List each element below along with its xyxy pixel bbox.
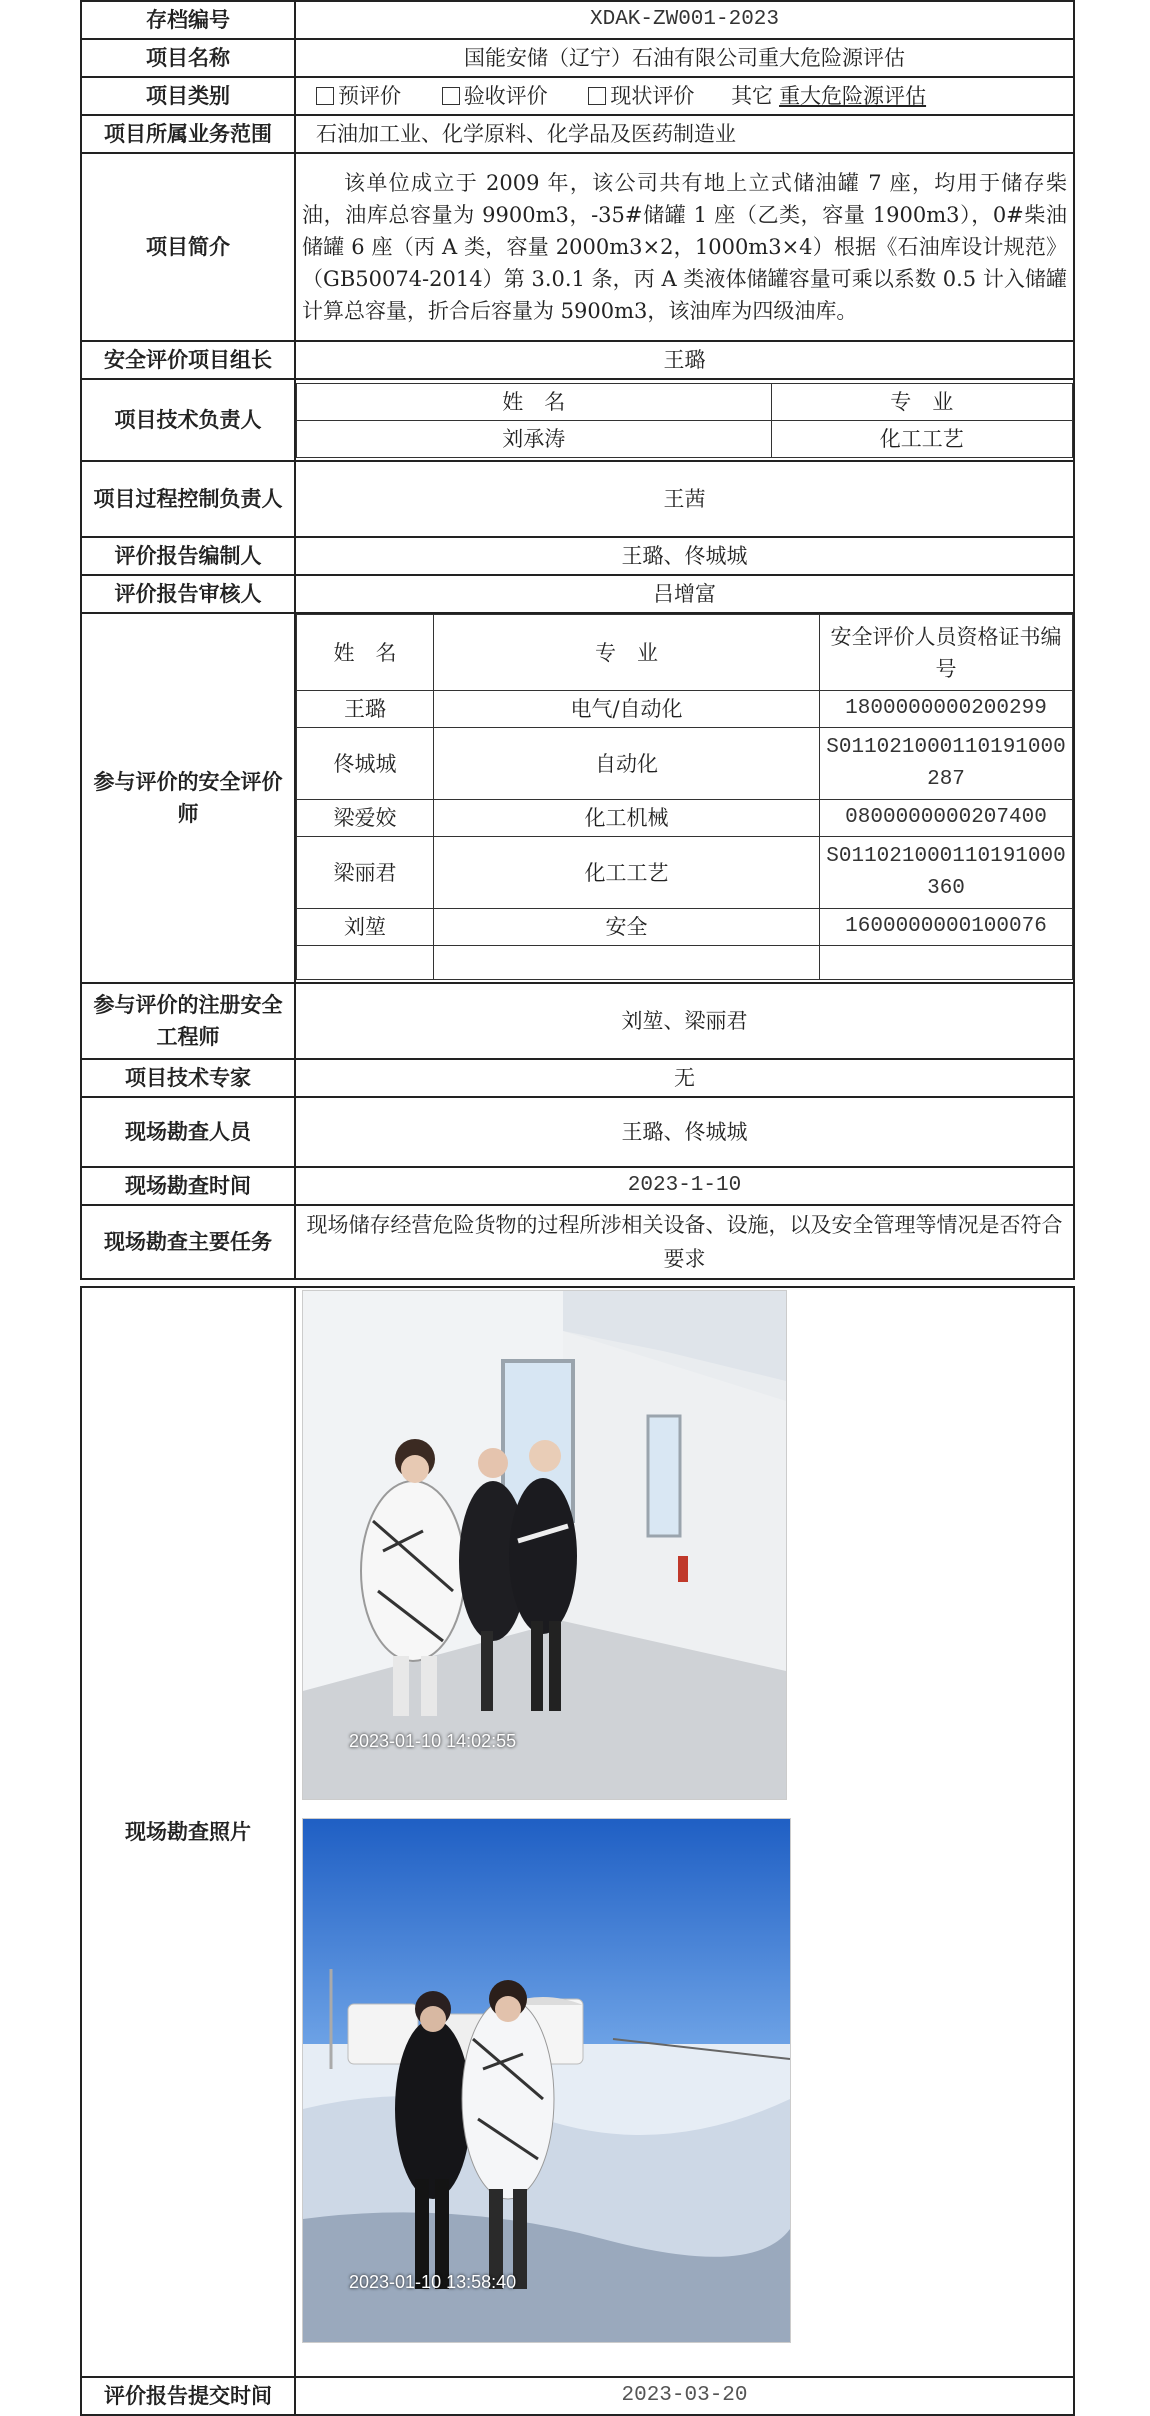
tech-lead-label: 项目技术负责人 bbox=[81, 379, 295, 461]
category-option-pre bbox=[316, 84, 401, 108]
evaluators-table bbox=[296, 614, 1073, 980]
site-photo-outdoor bbox=[302, 1818, 791, 2343]
category-option-label: 预评价 bbox=[338, 84, 401, 108]
table-row bbox=[297, 946, 1073, 980]
archive-no-value: XDAK-ZW001-2023 bbox=[295, 1, 1074, 39]
tech-lead-major-header: 专 业 bbox=[771, 383, 1072, 420]
project-name-label: 项目名称 bbox=[81, 39, 295, 77]
evaluator-cert bbox=[820, 946, 1073, 980]
tech-lead-name: 刘承涛 bbox=[297, 420, 772, 457]
site-date-label: 现场勘查时间 bbox=[81, 1167, 295, 1205]
tech-lead-major: 化工工艺 bbox=[771, 420, 1072, 457]
business-scope-label: 项目所属业务范围 bbox=[81, 115, 295, 153]
project-name-value: 国能安储（辽宁）石油有限公司重大危险源评估 bbox=[295, 39, 1074, 77]
process-control-value: 王茜 bbox=[295, 461, 1074, 537]
evaluator-cert: 1600000000100076 bbox=[820, 909, 1073, 946]
table-row bbox=[297, 837, 1073, 909]
brief-value: 该单位成立于 2009 年，该公司共有地上立式储油罐 7 座，均用于储存柴油，油库总容量为 9900m3，-35#储罐 1 座（乙类，容量 1900m3），0#柴油储罐 6 座（丙 A 类，容量 2000m3×2，1000m3×4）根据《石油库设计规范》（GB50074-2014）第 3.0.1 条，丙 A 类液体储罐容量可乘以系数 0.5 计入储罐计算总容量，折合后容量为 5900m3，该油库为四级油库。 bbox=[295, 153, 1074, 341]
evaluator-name: 王璐 bbox=[297, 691, 434, 728]
report-author-label: 评价报告编制人 bbox=[81, 537, 295, 575]
outdoor-photo-image bbox=[303, 1819, 790, 2342]
team-leader-label: 安全评价项目组长 bbox=[81, 341, 295, 379]
tech-lead-cell bbox=[295, 379, 1074, 461]
site-photo-indoor bbox=[302, 1290, 787, 1800]
record-table-bottom bbox=[80, 1286, 1075, 2416]
evaluator-name: 梁爱姣 bbox=[297, 800, 434, 837]
site-photos-cell bbox=[295, 1287, 1074, 2377]
evaluators-cell bbox=[295, 613, 1074, 983]
report-reviewer-label: 评价报告审核人 bbox=[81, 575, 295, 613]
evaluator-major: 化工机械 bbox=[434, 800, 820, 837]
evaluator-name: 刘堃 bbox=[297, 909, 434, 946]
evaluator-cert: S011021000110191000360 bbox=[820, 837, 1073, 909]
evaluator-name: 佟城城 bbox=[297, 728, 434, 800]
site-task-label: 现场勘查主要任务 bbox=[81, 1205, 295, 1279]
site-staff-label: 现场勘查人员 bbox=[81, 1097, 295, 1167]
category-option-label: 现状评价 bbox=[610, 84, 695, 108]
table-row bbox=[297, 728, 1073, 800]
photo-timestamp: 2023-01-10 13:58:40 bbox=[349, 2272, 517, 2292]
site-staff-value: 王璐、佟城城 bbox=[295, 1097, 1074, 1167]
category-option-label: 验收评价 bbox=[463, 84, 548, 108]
tech-lead-name-header: 姓 名 bbox=[297, 383, 772, 420]
table-row bbox=[297, 909, 1073, 946]
photo-timestamp: 2023-01-10 14:02:55 bbox=[349, 1731, 517, 1751]
table-row bbox=[297, 800, 1073, 837]
evaluator-cert: 1800000000200299 bbox=[820, 691, 1073, 728]
submit-time-value: 2023-03-20 bbox=[295, 2377, 1074, 2415]
evaluators-header-major: 专 业 bbox=[434, 615, 820, 691]
brief-label: 项目简介 bbox=[81, 153, 295, 341]
site-task-value: 现场储存经营危险货物的过程所涉相关设备、设施，以及安全管理等情况是否符合要求 bbox=[295, 1205, 1074, 1279]
tech-expert-value: 无 bbox=[295, 1059, 1074, 1097]
evaluation-record-page bbox=[80, 0, 1075, 2416]
evaluators-label: 参与评价的安全评价师 bbox=[81, 613, 295, 983]
site-date-value: 2023-1-10 bbox=[295, 1167, 1074, 1205]
category-other-value: 重大危险源评估 bbox=[779, 84, 927, 108]
team-leader-value: 王璐 bbox=[295, 341, 1074, 379]
evaluator-major: 电气/自动化 bbox=[434, 691, 820, 728]
table-row bbox=[297, 691, 1073, 728]
report-reviewer-value: 吕增富 bbox=[295, 575, 1074, 613]
tech-lead-table bbox=[296, 383, 1073, 458]
evaluator-major: 化工工艺 bbox=[434, 837, 820, 909]
category-option-status bbox=[588, 84, 694, 108]
evaluator-major bbox=[434, 946, 820, 980]
category-option-acceptance bbox=[442, 84, 548, 108]
checkbox-icon bbox=[316, 87, 334, 105]
checkbox-icon bbox=[442, 87, 460, 105]
process-control-label: 项目过程控制负责人 bbox=[81, 461, 295, 537]
site-photos-label: 现场勘查照片 bbox=[81, 1287, 295, 2377]
project-category-label: 项目类别 bbox=[81, 77, 295, 115]
archive-no-label: 存档编号 bbox=[81, 1, 295, 39]
evaluators-header-cert: 安全评价人员资格证书编号 bbox=[820, 615, 1073, 691]
record-table-top bbox=[80, 0, 1075, 1280]
evaluator-major: 安全 bbox=[434, 909, 820, 946]
evaluators-header-name: 姓 名 bbox=[297, 615, 434, 691]
evaluator-cert: S011021000110191000287 bbox=[820, 728, 1073, 800]
tech-expert-label: 项目技术专家 bbox=[81, 1059, 295, 1097]
project-category-options bbox=[295, 77, 1074, 115]
report-author-value: 王璐、佟城城 bbox=[295, 537, 1074, 575]
submit-time-label: 评价报告提交时间 bbox=[81, 2377, 295, 2415]
evaluator-name bbox=[297, 946, 434, 980]
registered-engineers-label: 参与评价的注册安全工程师 bbox=[81, 983, 295, 1059]
evaluator-name: 梁丽君 bbox=[297, 837, 434, 909]
evaluator-cert: 0800000000207400 bbox=[820, 800, 1073, 837]
checkbox-icon bbox=[588, 87, 606, 105]
category-other-label: 其它 bbox=[731, 84, 774, 108]
registered-engineers-value: 刘堃、梁丽君 bbox=[295, 983, 1074, 1059]
indoor-photo-image bbox=[303, 1291, 786, 1799]
business-scope-value: 石油加工业、化学原料、化学品及医药制造业 bbox=[295, 115, 1074, 153]
evaluator-major: 自动化 bbox=[434, 728, 820, 800]
